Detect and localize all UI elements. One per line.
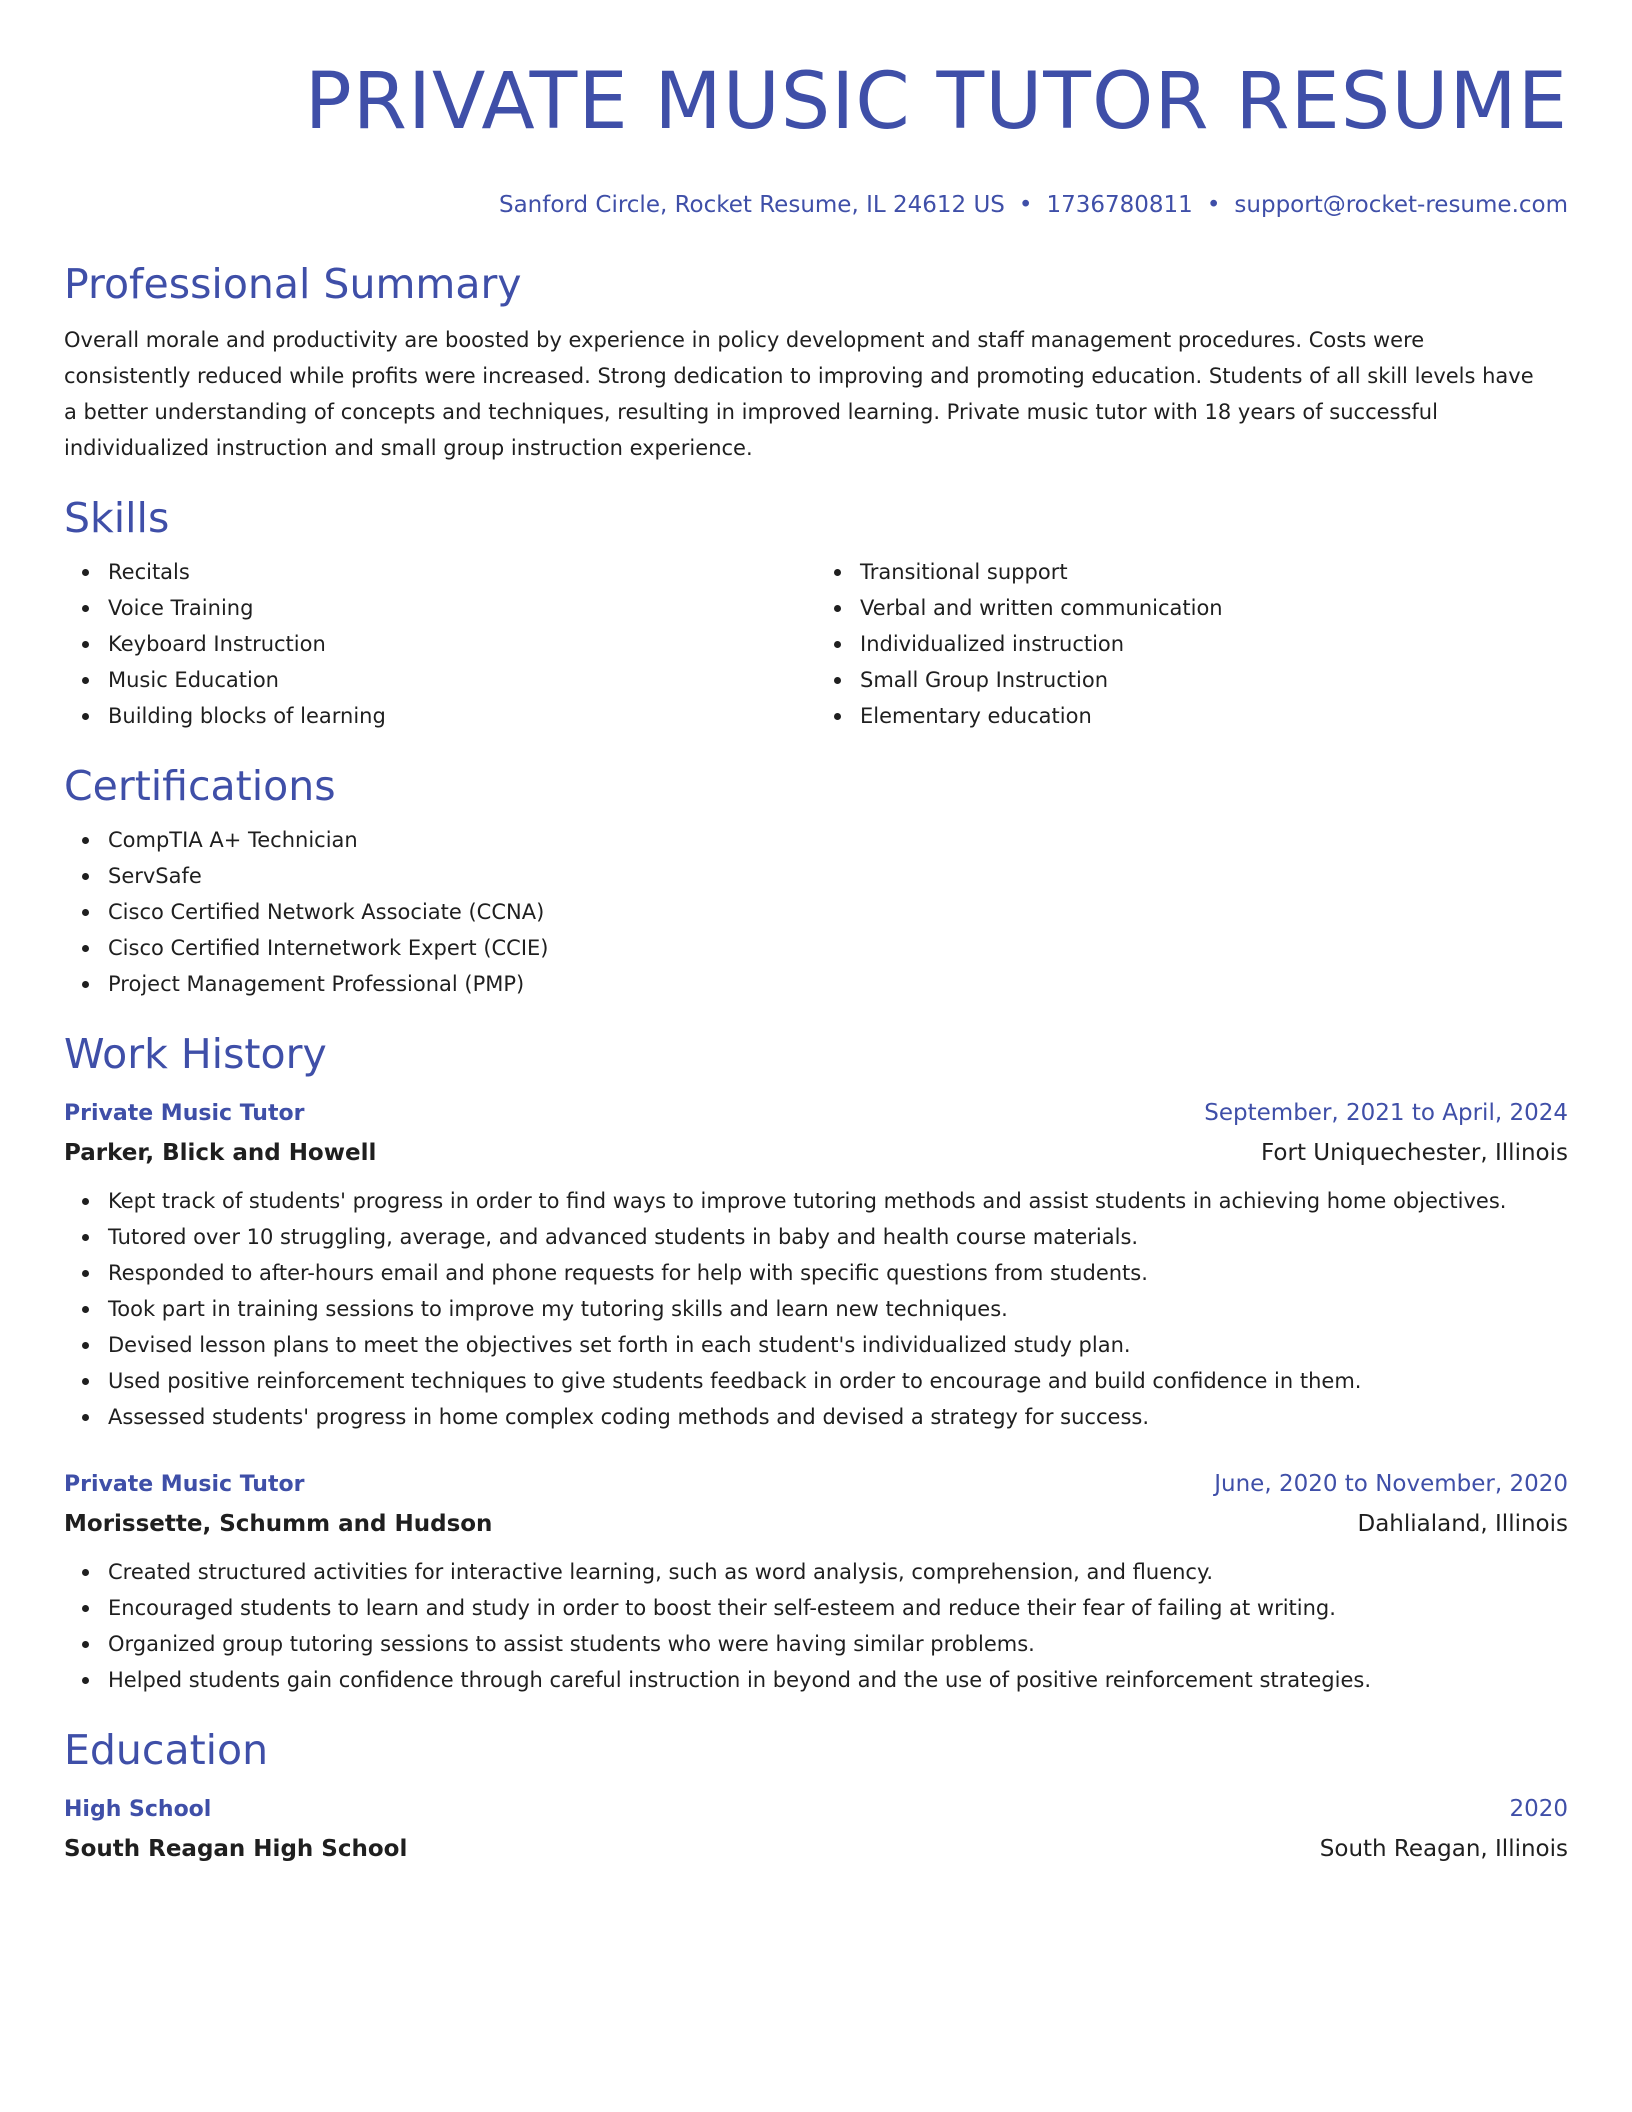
skill-item: Keyboard Instruction bbox=[108, 626, 816, 662]
job-bullet: Tutored over 10 struggling, average, and advanced students in baby and health course materials. bbox=[108, 1219, 1568, 1255]
certification-item: CompTIA A+ Technician bbox=[108, 822, 1568, 858]
summary-text: Overall morale and productivity are boosted by experience in policy development and staff management procedures. Costs were consistently reduced while profits were increased. Strong dedication to improving and promoting education. Students of all skill levels have a better understanding of concepts and techniques, resulting in improved learning. Private music tutor with 18 years of successful individualized instruction and small group instruction experience. bbox=[64, 328, 1534, 460]
skill-item: Voice Training bbox=[108, 590, 816, 626]
skill-item: Elementary education bbox=[860, 698, 1568, 734]
work-history-section bbox=[64, 1028, 1568, 1698]
email-link[interactable]: support@rocket-resume.com bbox=[1234, 192, 1568, 218]
degree-name: High School bbox=[64, 1797, 212, 1822]
skills-heading: Skills bbox=[64, 494, 170, 542]
job-bullet: Organized group tutoring sessions to assist students who were having similar problems. bbox=[108, 1626, 1568, 1662]
graduation-year: 2020 bbox=[1509, 1796, 1568, 1822]
job-bullet: Responded to after-hours email and phone requests for help with specific questions from students. bbox=[108, 1255, 1568, 1291]
job-bullet-list bbox=[64, 1554, 1568, 1698]
job-entry bbox=[64, 1465, 1568, 1698]
skills-list-left bbox=[64, 554, 816, 734]
skill-item: Building blocks of learning bbox=[108, 698, 816, 734]
phone-text: 1736780811 bbox=[1046, 192, 1193, 218]
job-bullet: Encouraged students to learn and study in order to boost their self-esteem and reduce their fear of failing at writing. bbox=[108, 1590, 1568, 1626]
certifications-section bbox=[64, 760, 1568, 1002]
summary-section bbox=[64, 258, 1568, 466]
job-location: Fort Uniquechester, Illinois bbox=[1261, 1140, 1568, 1166]
certification-item: Cisco Certified Network Associate (CCNA) bbox=[108, 894, 1568, 930]
contact-line bbox=[64, 190, 1568, 220]
school-location: South Reagan, Illinois bbox=[1319, 1836, 1568, 1862]
skill-item: Transitional support bbox=[860, 554, 1568, 590]
certification-item: ServSafe bbox=[108, 858, 1568, 894]
skill-item: Recitals bbox=[108, 554, 816, 590]
job-employer-row bbox=[64, 1133, 1568, 1173]
education-heading: Education bbox=[64, 1726, 269, 1774]
job-title: Private Music Tutor bbox=[64, 1101, 305, 1126]
skills-grid bbox=[64, 554, 1568, 734]
job-location: Dahlialand, Illinois bbox=[1357, 1511, 1568, 1537]
job-entry bbox=[64, 1094, 1568, 1435]
job-bullet-list bbox=[64, 1183, 1568, 1435]
skill-item: Small Group Instruction bbox=[860, 662, 1568, 698]
certification-item: Cisco Certified Internetwork Expert (CCIE) bbox=[108, 930, 1568, 966]
education-section bbox=[64, 1724, 1568, 1869]
address-text: Sanford Circle, Rocket Resume, IL 24612 US bbox=[498, 192, 1005, 218]
skill-item: Individualized instruction bbox=[860, 626, 1568, 662]
employer-name: Parker, Blick and Howell bbox=[64, 1140, 377, 1166]
job-title: Private Music Tutor bbox=[64, 1472, 305, 1497]
certifications-list bbox=[64, 822, 1568, 1002]
certification-item: Project Management Professional (PMP) bbox=[108, 966, 1568, 1002]
skills-list-right bbox=[816, 554, 1568, 734]
certifications-heading: Certifications bbox=[64, 762, 336, 810]
resume-title: PRIVATE MUSIC TUTOR RESUME bbox=[304, 57, 1568, 147]
education-header-row bbox=[64, 1790, 1568, 1829]
separator-dot: • bbox=[1206, 192, 1221, 218]
job-bullet: Created structured activities for interactive learning, such as word analysis, comprehension, and fluency. bbox=[108, 1554, 1568, 1590]
job-bullet: Used positive reinforcement techniques to give students feedback in order to encourage and build confidence in them. bbox=[108, 1363, 1568, 1399]
employer-name: Morissette, Schumm and Hudson bbox=[64, 1511, 493, 1537]
school-name: South Reagan High School bbox=[64, 1836, 408, 1862]
skill-item: Music Education bbox=[108, 662, 816, 698]
separator-dot: • bbox=[1018, 192, 1033, 218]
job-employer-row bbox=[64, 1504, 1568, 1544]
skills-section bbox=[64, 492, 1568, 734]
job-header-row bbox=[64, 1465, 1568, 1504]
job-bullet: Assessed students' progress in home complex coding methods and devised a strategy for success. bbox=[108, 1399, 1568, 1435]
education-entry bbox=[64, 1790, 1568, 1869]
job-header-row bbox=[64, 1094, 1568, 1133]
job-dates: June, 2020 to November, 2020 bbox=[1214, 1471, 1568, 1497]
job-bullet: Took part in training sessions to improve my tutoring skills and learn new techniques. bbox=[108, 1291, 1568, 1327]
job-bullet: Devised lesson plans to meet the objectives set forth in each student's individualized study plan. bbox=[108, 1327, 1568, 1363]
summary-heading: Professional Summary bbox=[64, 260, 522, 308]
skill-item: Verbal and written communication bbox=[860, 590, 1568, 626]
job-bullet: Helped students gain confidence through careful instruction in beyond and the use of positive reinforcement strategies. bbox=[108, 1662, 1568, 1698]
work-history-heading: Work History bbox=[64, 1030, 327, 1078]
job-bullet: Kept track of students' progress in order to find ways to improve tutoring methods and assist students in achieving home objectives. bbox=[108, 1183, 1568, 1219]
education-school-row bbox=[64, 1829, 1568, 1869]
job-dates: September, 2021 to April, 2024 bbox=[1204, 1100, 1568, 1126]
